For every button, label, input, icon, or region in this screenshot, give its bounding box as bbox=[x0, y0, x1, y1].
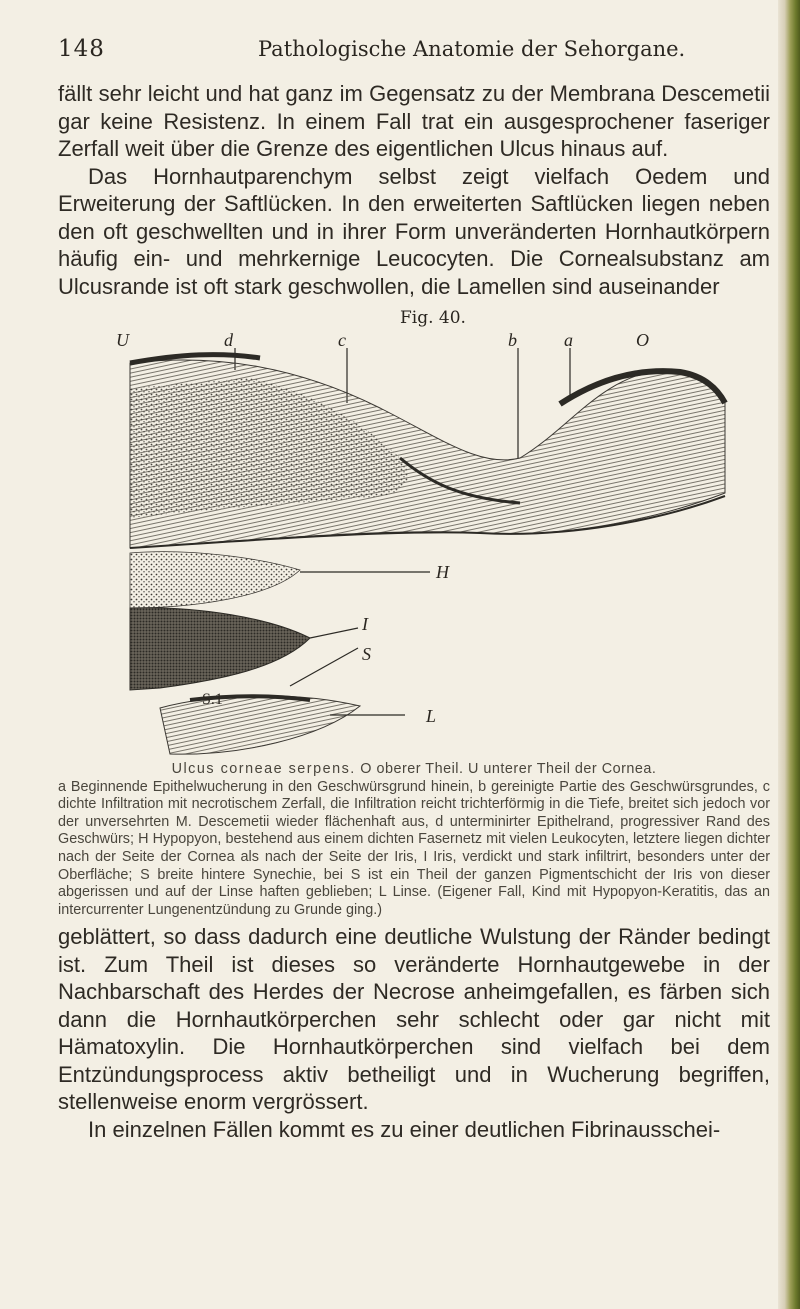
figure-label-I: I bbox=[362, 614, 368, 634]
leader-line-I bbox=[310, 628, 358, 638]
figure-label-O: O bbox=[636, 330, 649, 350]
caption-title bbox=[58, 761, 770, 779]
infiltration-area bbox=[130, 378, 408, 518]
paragraph-text: fällt sehr leicht und hat ganz im Gegensatz zu der Membrana Descemetii gar keine Resistenz. In einem Fall trat ein ausgesprochener faseriger Zerfall weit über die Grenze des eigentlichen Ulcus hinaus auf. bbox=[58, 81, 770, 161]
iris bbox=[130, 608, 310, 690]
figure-label-L: L bbox=[426, 706, 437, 726]
hypopyon bbox=[130, 552, 300, 608]
page-edge-shadow bbox=[778, 0, 800, 1309]
paragraph-text: In einzelnen Fällen kommt es zu einer deutlichen Fibrinausschei- bbox=[88, 1116, 721, 1142]
figure-label-d: d bbox=[224, 330, 233, 350]
figure-label-a: a bbox=[564, 330, 573, 350]
figure-label-S1: S.1 bbox=[202, 691, 223, 708]
caption-title-rest: O oberer Theil. U unterer Theil der Cornea. bbox=[360, 761, 657, 777]
page-number: 148 bbox=[58, 36, 105, 62]
figure-label-H: H bbox=[436, 562, 449, 582]
figure-label-S: S bbox=[362, 644, 371, 664]
running-head: Pathologische Anatomie der Sehorgane. bbox=[258, 37, 686, 61]
figure-label-c: c bbox=[338, 330, 346, 350]
leader-line-S bbox=[290, 648, 358, 686]
caption-title-lead: Ulcus corneae serpens. bbox=[171, 761, 356, 777]
cornea-engraving bbox=[100, 308, 740, 758]
paragraph-text: Das Hornhautparenchym selbst zeigt vielfach Oedem und Erweiterung der Saftlücken. In den erweiterten Saftlücken liegen neben den oft geschwellten und in ihrer Form unveränderten Hornhautkörpern häufig ein- und mehrkernige Leucocyten. Die Cornealsubstanz am Ulcusrande ist oft stark geschwollen, die Lamellen sind auseinander bbox=[58, 163, 770, 299]
paragraph-text: geblättert, so dass dadurch eine deutliche Wulstung der Ränder bedingt ist. Zum Theil ist dieses so veränderte Hornhautgewebe in der Nachbarschaft des Herdes der Necrose anheimgefallen, es färben sich dann die Hornhautkörperchen sehr schlecht oder gar nicht mit Hämatoxylin. Die Hornhautkörperchen sind vielfach bei dem Entzündungsprocess aktiv betheiligt und in Wucherung begriffen, stellenweise enorm vergrössert. bbox=[58, 924, 770, 1114]
page-header bbox=[58, 36, 758, 70]
figure-title: Fig. 40. bbox=[400, 308, 466, 328]
lens bbox=[160, 696, 360, 754]
figure-caption bbox=[58, 761, 770, 919]
figure-label-b: b bbox=[508, 330, 517, 350]
caption-body: a Beginnende Epithelwucherung in den Geschwürsgrund hinein, b gereinigte Partie des Geschwürsgrundes, c dichte Infiltration mit necrotischem Zerfall, die Infiltration reicht trichterförmig in die Tiefe, breitet sich jedoch vor der unversehrten M. Descemetii wieder flächenhaft aus, d unterminirter Epithelrand, progressiver Rand des Geschwürs; H Hypopyon, bestehend aus einem dichten Fasernetz mit vielen Leukocyten, letztere liegen dichter nach der Seite der Cornea als nach der Seite der Iris, I Iris, verdickt und stark infiltrirt, besonders unter der Oberfläche; S breite hintere Synechie, bei S ist ein Theil der ganzen Pigmentschicht der Iris von dieser abgerissen und auf der Linse haften geblieben; L Linse. (Eigener Fall, Kind mit Hypopyon-Keratitis, das an intercurrenter Lungenentzündung zu Grunde ging.) bbox=[58, 778, 770, 918]
figure-label-U: U bbox=[116, 330, 129, 350]
paragraph-top bbox=[58, 80, 770, 300]
paragraph-bottom bbox=[58, 923, 770, 1143]
figure-40 bbox=[100, 308, 740, 758]
